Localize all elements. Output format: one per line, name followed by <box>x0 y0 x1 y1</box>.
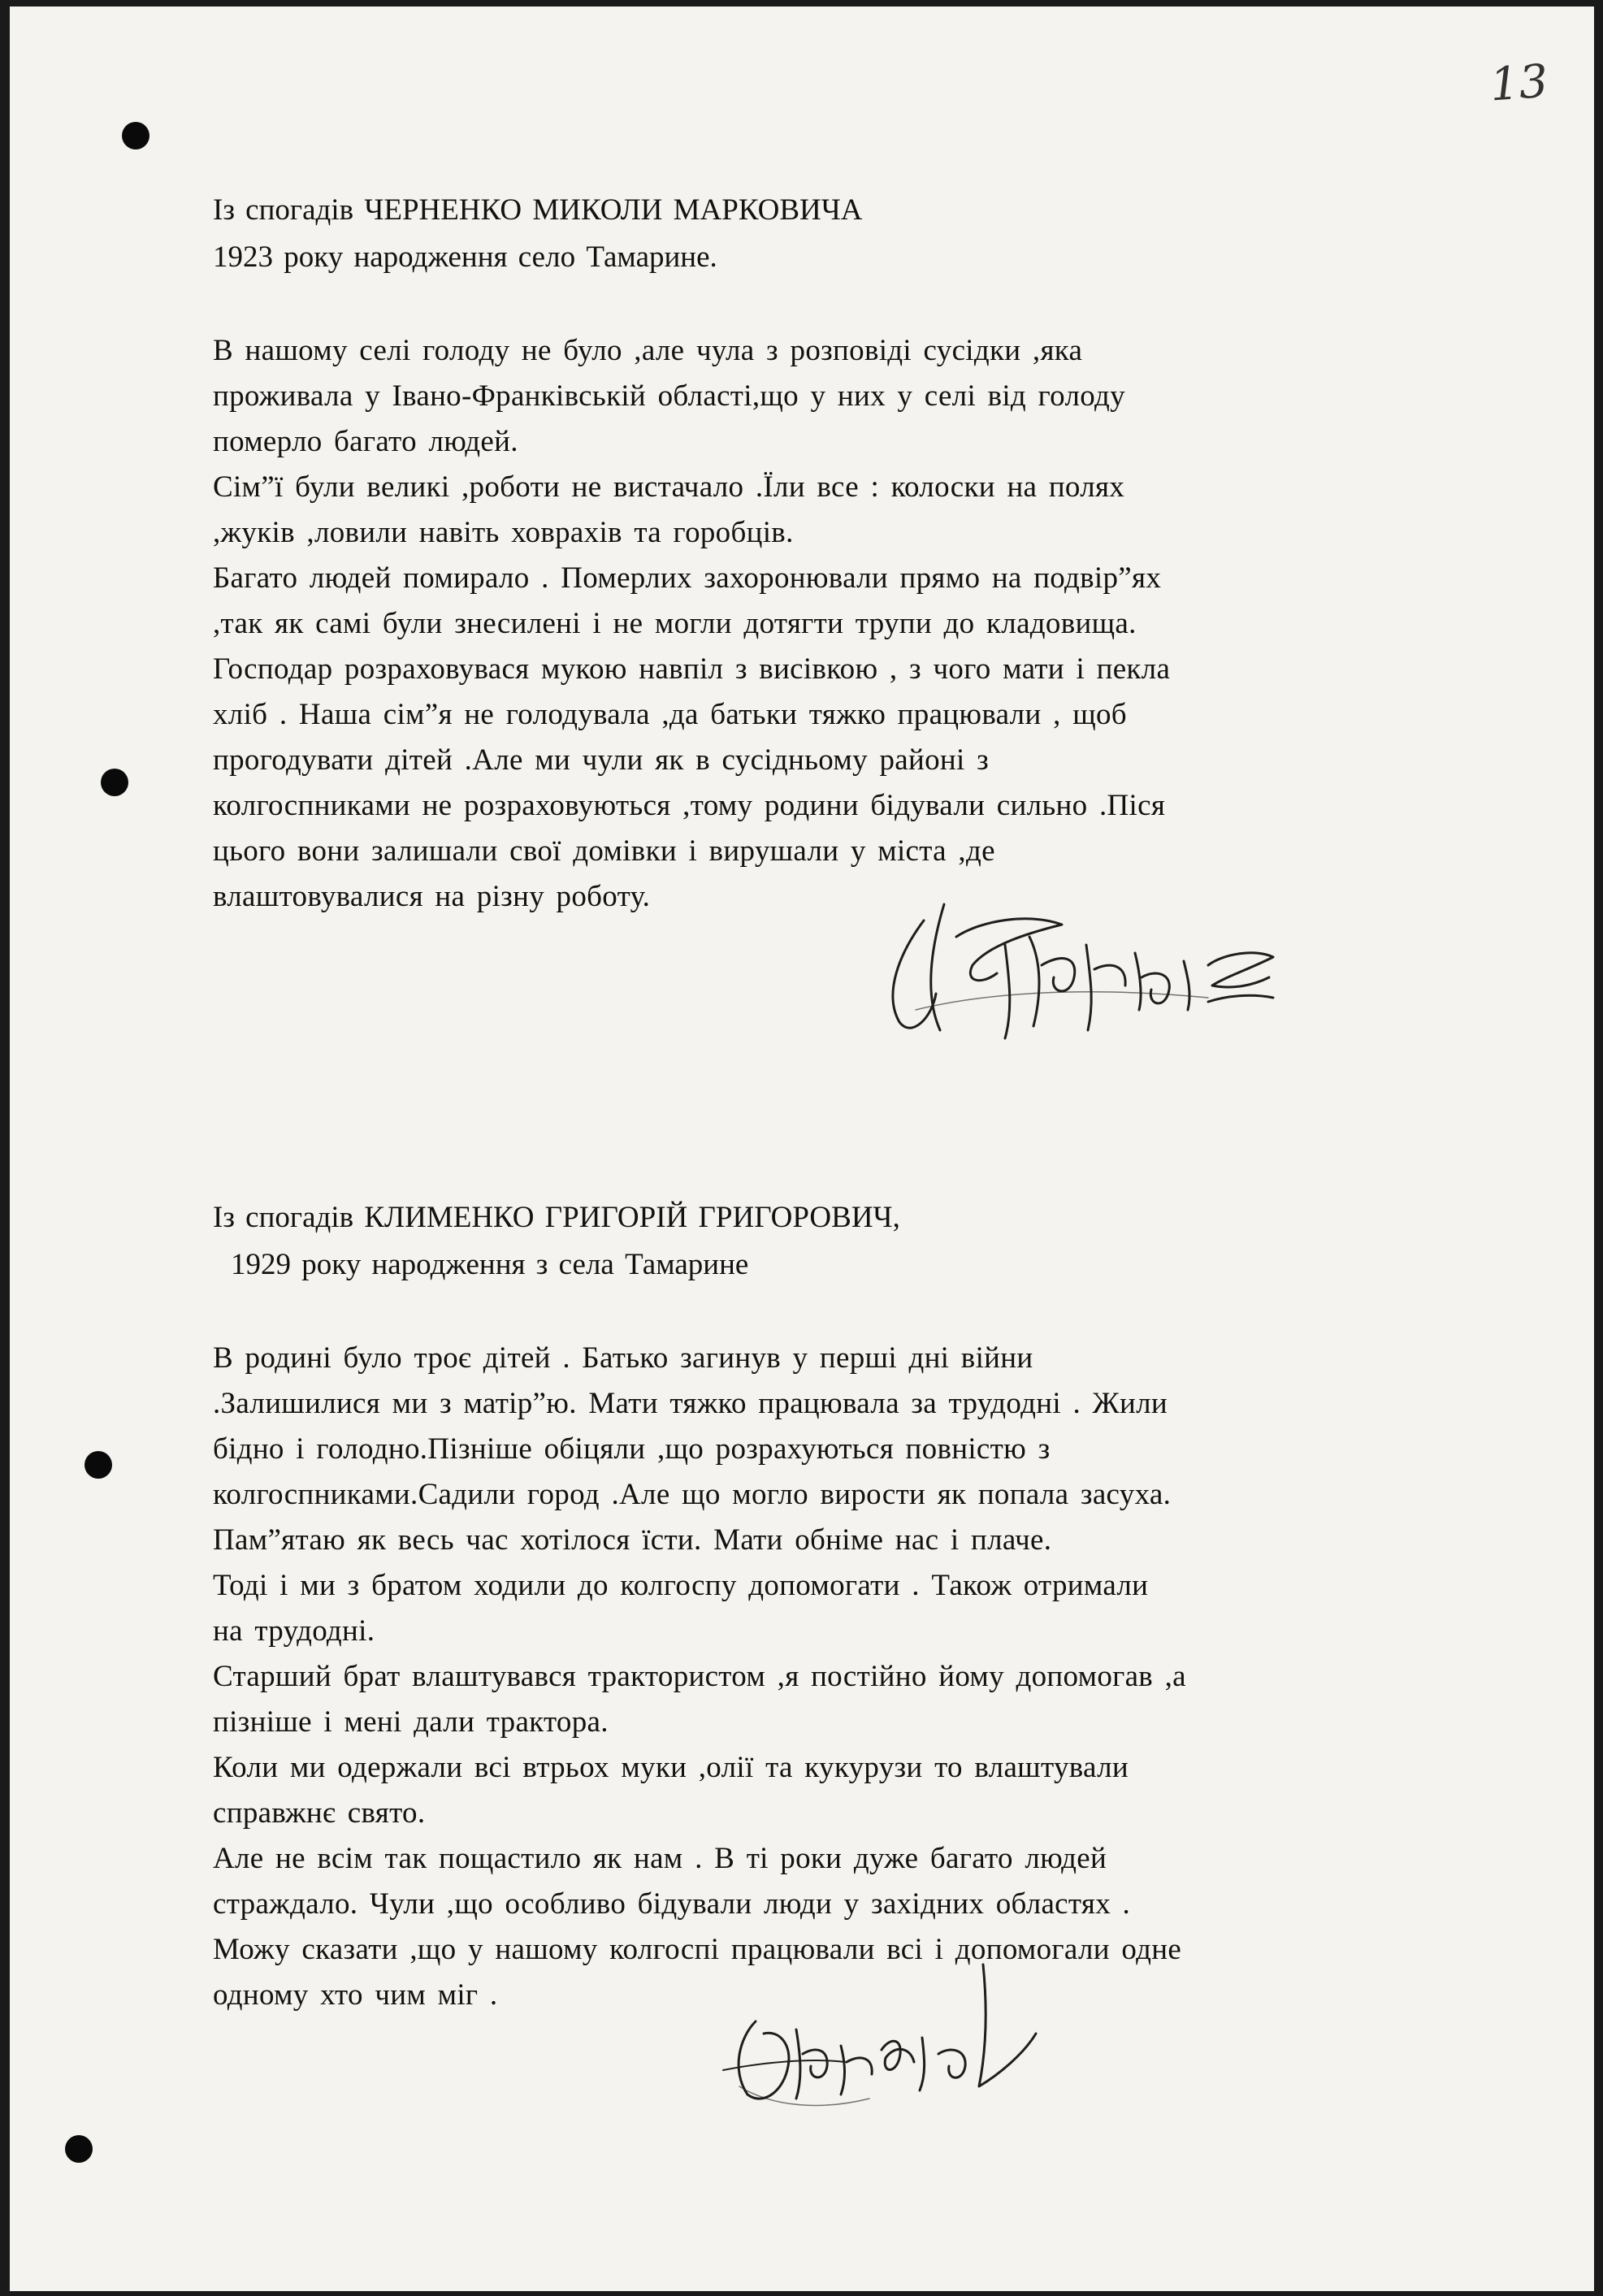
text-line: прогодувати дітей .Але ми чули як в сусідньому районі з <box>213 743 990 777</box>
text-line: на трудодні. <box>213 1614 375 1648</box>
text-line: Багато людей помирало . Померлих захоронювали прямо на подвір”ях <box>213 561 1162 595</box>
text-line: проживала у Івано-Франківській області,що у них у селі від голоду <box>213 379 1125 413</box>
memoir-section-chernenko <box>213 187 1464 920</box>
text-line: влаштовувалися на різну роботу. <box>213 880 651 913</box>
punch-hole <box>122 122 149 149</box>
memoir-heading: Із спогадів КЛИМЕНКО ГРИГОРІЙ ГРИГОРОВИЧ, <box>213 1201 900 1234</box>
text-line: справжнє свято. <box>213 1796 426 1830</box>
text-line: Пам”ятаю як весь час хотілося їсти. Мати обніме нас і плаче. <box>213 1523 1052 1557</box>
text-line: В родині було троє дітей . Батько загинув у перші дні війни <box>213 1341 1033 1375</box>
text-line: В нашому селі голоду не було ,але чула з розповіді сусідки ,яка <box>213 334 1083 367</box>
text-line: страждало. Чули ,що особливо бідували люди у західних областях . <box>213 1887 1131 1921</box>
punch-hole <box>65 2135 93 2163</box>
memoir-body <box>213 328 1464 920</box>
text-line: Можу сказати ,що у нашому колгоспі працювали всі і допомогали одне <box>213 1933 1182 1966</box>
text-line: Старший брат влаштувався трактористом ,я постійно йому допомогав ,а <box>213 1660 1186 1693</box>
text-line: цього вони залишали свої домівки і вирушали у міста ,де <box>213 834 995 868</box>
text-line: .Залишилися ми з матір”ю. Мати тяжко працювала за трудодні . Жили <box>213 1387 1168 1420</box>
text-line: пізніше і мені дали трактора. <box>213 1705 609 1739</box>
signature-chernenko <box>867 888 1281 1051</box>
text-line: Але не всім так пощастило як нам . В ті роки дуже багато людей <box>213 1842 1107 1875</box>
text-line: ,так як самі були знесилені і не могли дотягти трупи до кладовища. <box>213 607 1137 640</box>
punch-hole <box>101 769 128 796</box>
text-line: колгоспниками.Садили город .Але що могло вирости як попала засуха. <box>213 1478 1172 1511</box>
text-line: Тоді і ми з братом ходили до колгоспу допомогати . Також отримали <box>213 1569 1149 1602</box>
memoir-body <box>213 1336 1464 2018</box>
text-line: Господар розраховувася мукою навпіл з висівкою , з чого мати і пекла <box>213 652 1171 686</box>
memoir-birth-info: 1923 року народження село Тамарине. <box>213 240 717 274</box>
text-line: бідно і голодно.Пізніше обіцяли ,що розрахуються повністю з <box>213 1432 1051 1466</box>
text-line: хліб . Наша сім”я не голодувала ,да батьки тяжко працювали , щоб <box>213 698 1127 731</box>
memoir-heading: Із спогадів ЧЕРНЕНКО МИКОЛИ МАРКОВИЧА <box>213 193 863 227</box>
signature-klymenko <box>707 1932 1048 2119</box>
text-line: колгоспниками не розраховуються ,тому родини бідували сильно .Піся <box>213 789 1166 822</box>
memoir-birth-info: 1929 року народження з села Тамарине <box>231 1248 749 1281</box>
text-line: Коли ми одержали всі втрьох муки ,олії та кукурузи то влаштували <box>213 1751 1129 1784</box>
document-page <box>10 6 1594 2291</box>
text-line: одному хто чим міг . <box>213 1978 498 2012</box>
text-line: ,жуків ,ловили навіть ховрахів та горобців. <box>213 516 794 549</box>
page-number: 13 <box>1488 54 1550 112</box>
memoir-section-klymenko <box>213 1194 1464 2018</box>
text-line: померло багато людей. <box>213 425 518 458</box>
text-line: Сім”ї були великі ,роботи не вистачало .Їли все : колоски на полях <box>213 470 1125 504</box>
punch-hole <box>84 1451 112 1479</box>
